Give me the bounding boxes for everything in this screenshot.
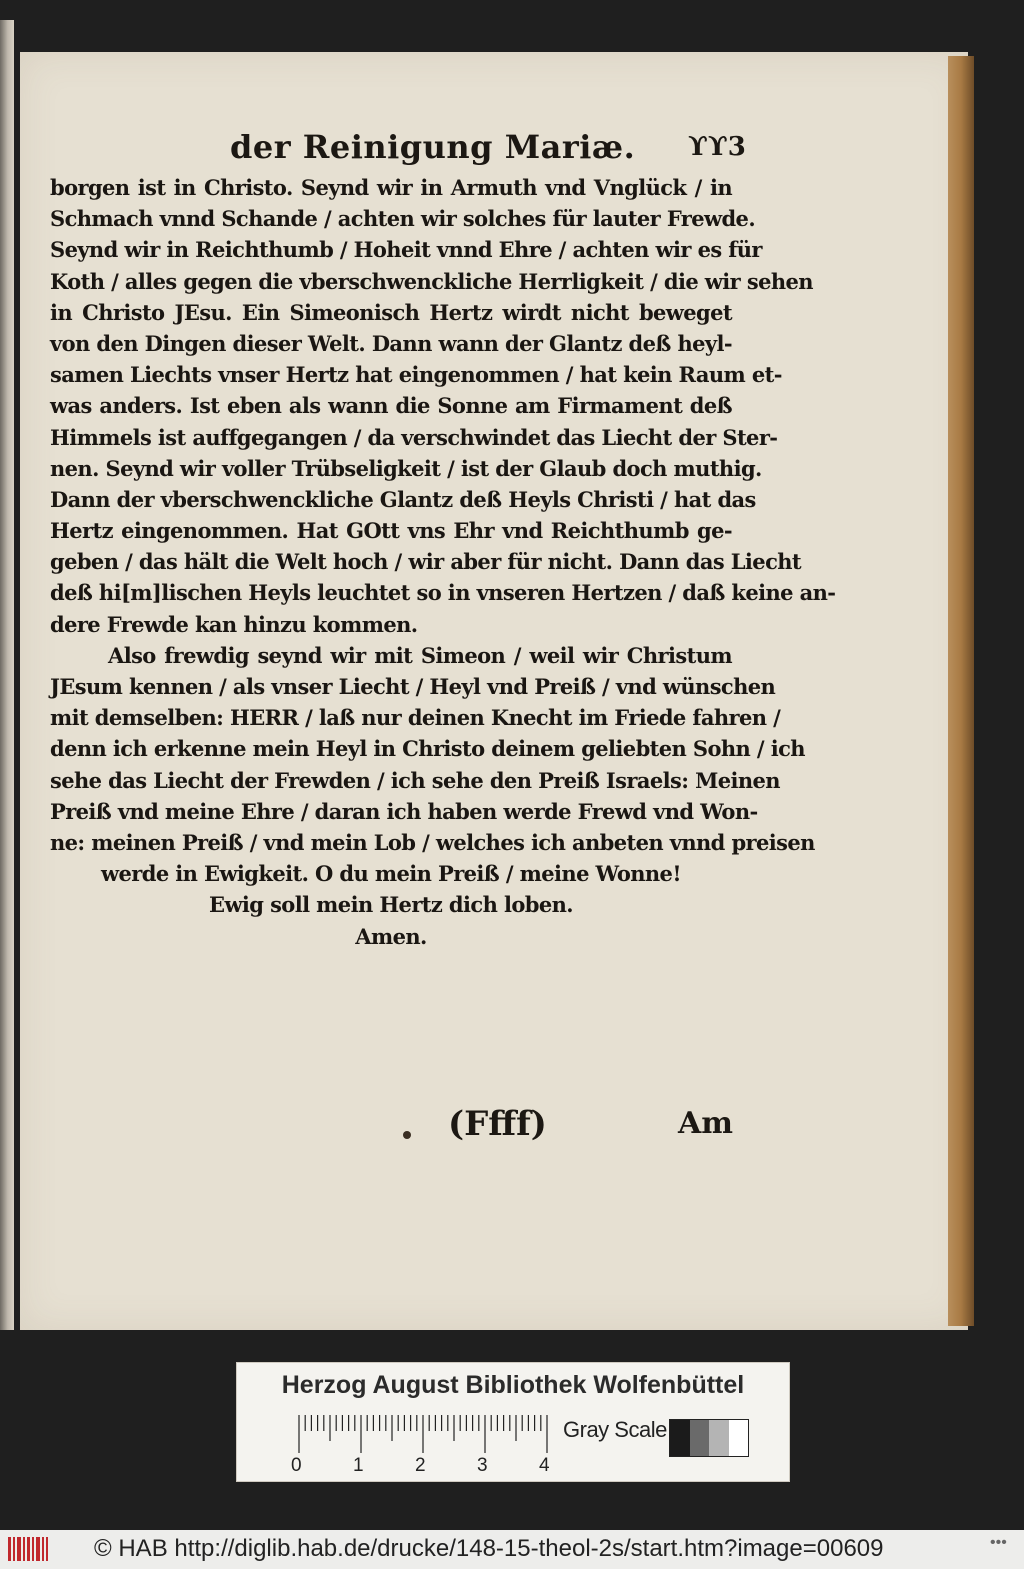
gray-swatch [670, 1420, 690, 1456]
book-left-edge [0, 20, 14, 1330]
footer-bar [0, 1530, 1024, 1569]
footer-url[interactable]: © HAB http://diglib.hab.de/drucke/148-15-theol-2s/start.htm?image=00609 [94, 1535, 884, 1562]
ruler-number: 0 [291, 1455, 302, 1476]
ruler-number: 2 [415, 1455, 426, 1476]
text-line: samen Liechts vnser Hertz hat eingenommen / hat kein Raum et- [50, 362, 782, 388]
text-line: in Christo JEsu. Ein Simeonisch Hertz wirdt nicht beweget [50, 299, 732, 325]
running-head: der Reinigung Mariæ. [230, 128, 636, 166]
text-line: was anders. Ist eben als wann die Sonne am Firmament deß [50, 393, 732, 419]
text-line: Himmels ist auffgegangen / da verschwindet das Liecht der Ster- [50, 424, 778, 450]
text-line: sehe das Liecht der Frewden / ich sehe den Preiß Israels: Meinen [50, 767, 780, 793]
text-line: Preiß vnd meine Ehre / daran ich haben werde Frewd vnd Won- [50, 798, 758, 824]
ruler-icon [297, 1415, 549, 1453]
ink-dot [403, 1131, 411, 1139]
library-title: Herzog August Bibliothek Wolfenbüttel [281, 1371, 745, 1399]
text-line: Also frewdig seynd wir mit Simeon / weil wir Christum [108, 642, 732, 668]
text-line: nen. Seynd wir voller Trübseligkeit / ist der Glaub doch muthig. [50, 455, 762, 481]
text-line: Seynd wir in Reichthumb / Hoheit vnnd Ehre / achten wir es für [50, 237, 762, 263]
gray-scale-swatches [669, 1419, 749, 1457]
text-line: Hertz eingenommen. Hat GOtt vns Ehr vnd Reichthumb ge- [50, 518, 732, 544]
hab-barcode-logo-icon [8, 1537, 48, 1561]
signature-mark: (Ffff) [448, 1104, 547, 1144]
text-line: denn ich erkenne mein Heyl in Christo deinem geliebten Sohn / ich [50, 736, 805, 762]
text-block [50, 172, 836, 952]
text-line: geben / das hält die Welt hoch / wir aber für nicht. Dann das Liecht [50, 549, 802, 575]
text-line: JEsum kennen / als vnser Liecht / Heyl vnd Preiß / vnd wünschen [50, 674, 776, 699]
gray-swatch [729, 1420, 749, 1456]
text-line: Ewig soll mein Hertz dich loben. [209, 892, 573, 918]
gray-swatch [709, 1420, 729, 1456]
page-number: ϒϒ3 [688, 132, 746, 162]
text-line: Dann der vberschwenckliche Glantz deß Heyls Christi / hat das [50, 486, 756, 512]
text-line: Schmach vnnd Schande / achten wir solches für lauter Frewde. [50, 206, 756, 232]
gray-scale-label: Gray Scale [563, 1417, 667, 1442]
text-line: borgen ist in Christo. Seynd wir in Armuth vnd Vnglück / in [50, 175, 732, 200]
text-line: deß hi[m]lischen Heyls leuchtet so in vnseren Hertzen / daß keine an- [50, 580, 836, 606]
more-dots-icon[interactable]: ••• [990, 1534, 1007, 1551]
ruler-number: 4 [539, 1455, 550, 1476]
text-line: ne: meinen Preiß / vnd mein Lob / welches ich anbeten vnnd preisen [50, 829, 815, 855]
ruler-number: 1 [353, 1455, 364, 1476]
text-line: Amen. [355, 923, 427, 949]
text-line: dere Frewde kan hinzu kommen. [50, 611, 418, 637]
catchword: Am [678, 1106, 734, 1141]
text-line: Koth / alles gegen die vberschwenckliche Herrligkeit / die wir sehen [50, 268, 813, 294]
text-line: werde in Ewigkeit. O du mein Preiß / meine Wonne! [101, 861, 681, 887]
text-line: mit demselben: HERR / laß nur deinen Knecht im Friede fahren / [50, 705, 781, 731]
scale-card [236, 1362, 790, 1482]
text-line: von den Dingen dieser Welt. Dann wann der Glantz deß heyl- [50, 330, 732, 356]
page-fore-edge [948, 56, 974, 1326]
ruler-number: 3 [477, 1455, 488, 1476]
gray-swatch [690, 1420, 710, 1456]
